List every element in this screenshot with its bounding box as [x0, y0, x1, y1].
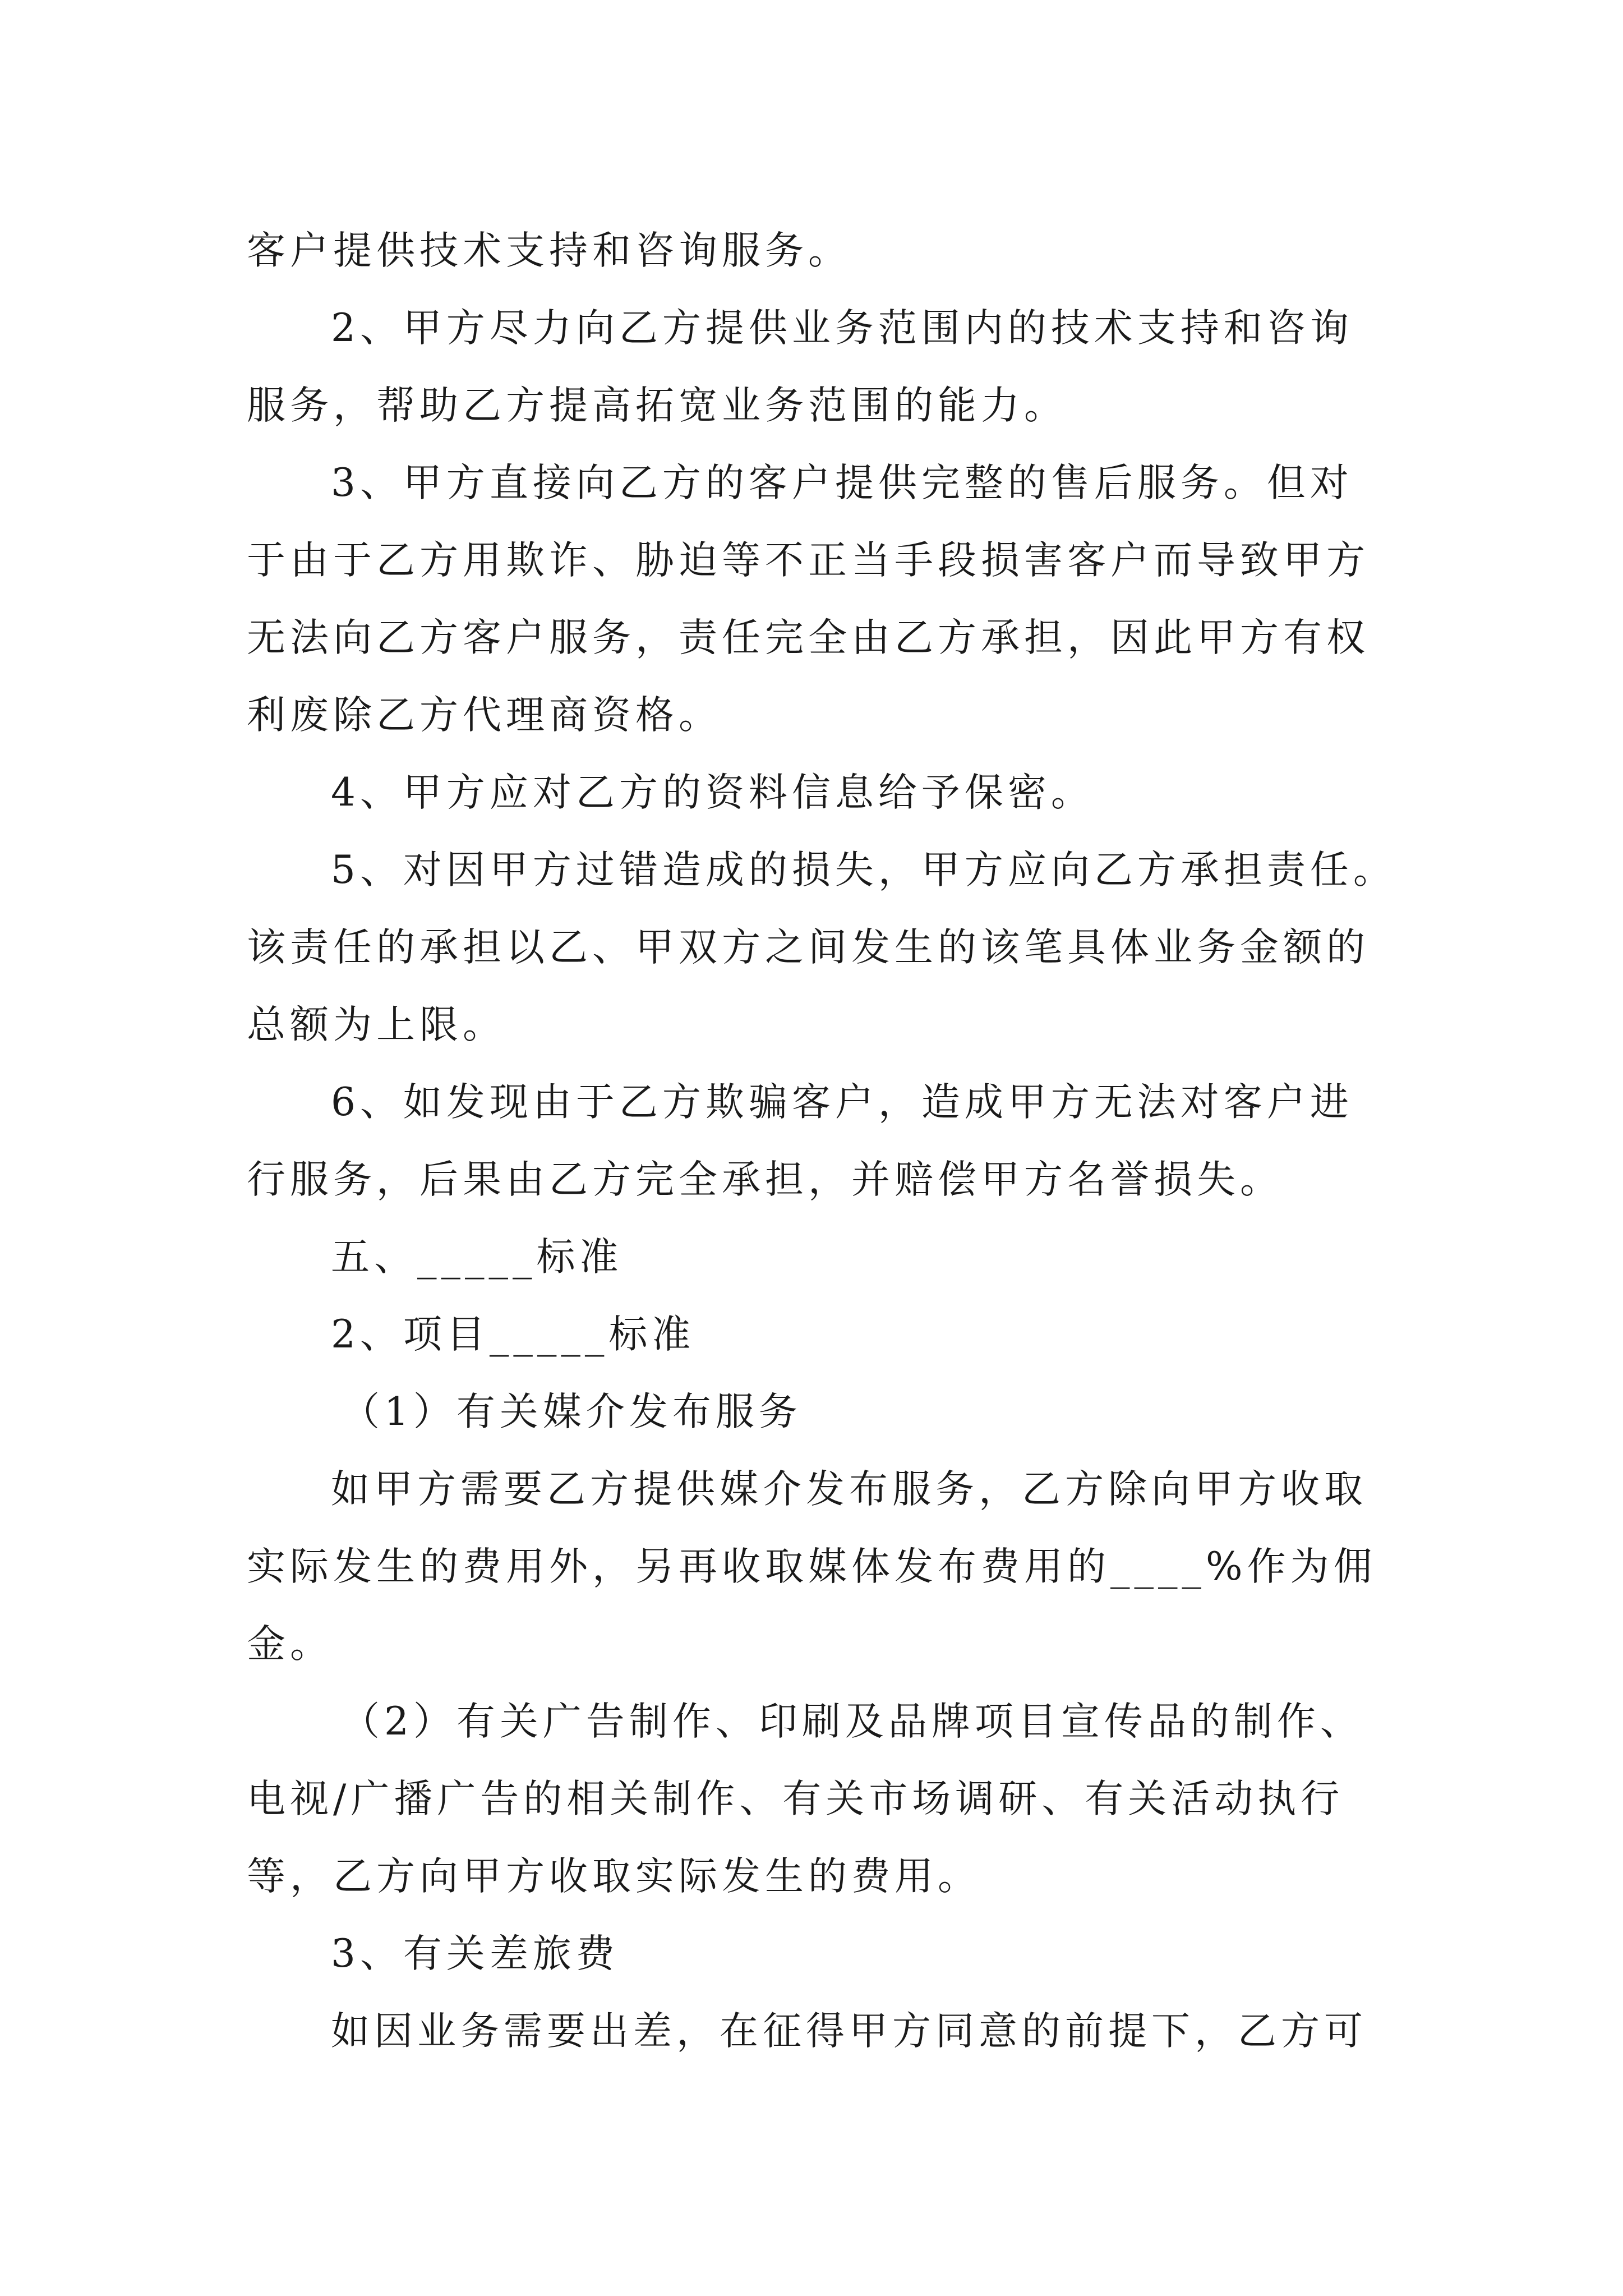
- subsection-heading: 3、有关差旅费: [331, 1931, 619, 1976]
- section-heading: 五、_____标准: [331, 1235, 623, 1280]
- text-line: 无法向乙方客户服务，责任完全由乙方承担，因此甲方有权: [247, 615, 1370, 660]
- subsection-heading: 2、项目_____标准: [331, 1312, 695, 1357]
- text-line: 行服务，后果由乙方完全承担，并赔偿甲方名誉损失。: [247, 1157, 1283, 1202]
- text-line: 如甲方需要乙方提供媒介发布服务，乙方除向甲方收取: [331, 1467, 1367, 1512]
- text-line: 利废除乙方代理商资格。: [247, 693, 722, 738]
- text-line: 3、甲方直接向乙方的客户提供完整的售后服务。但对: [331, 461, 1353, 505]
- item-heading: （2）有关广告制作、印刷及品牌项目宣传品的制作、: [341, 1699, 1363, 1744]
- text-line: 该责任的承担以乙、甲双方之间发生的该笔具体业务金额的: [247, 925, 1370, 970]
- text-line: 5、对因甲方过错造成的损失，甲方应向乙方承担责任。: [331, 848, 1396, 892]
- text-line: 电视/广播广告的相关制作、有关市场调研、有关活动执行: [247, 1777, 1344, 1821]
- text-line: 实际发生的费用外，另再收取媒体发布费用的____%作为佣: [247, 1544, 1377, 1589]
- item-heading: （1）有关媒介发布服务: [341, 1389, 802, 1434]
- document-body: [247, 212, 1396, 2070]
- text-line: 如因业务需要出差，在征得甲方同意的前提下，乙方可: [331, 2009, 1367, 2054]
- text-line: 金。: [247, 1622, 333, 1667]
- text-line: 4、甲方应对乙方的资料信息给予保密。: [331, 770, 1094, 815]
- text-line: 客户提供技术支持和咨询服务。: [247, 228, 851, 273]
- text-line: 等，乙方向甲方收取实际发生的费用。: [247, 1854, 981, 1899]
- text-line: 于由于乙方用欺诈、胁迫等不正当手段损害客户而导致甲方: [247, 538, 1370, 583]
- text-line: 6、如发现由于乙方欺骗客户，造成甲方无法对客户进: [331, 1080, 1353, 1125]
- text-line: 总额为上限。: [247, 1002, 506, 1047]
- text-line: 服务，帮助乙方提高拓宽业务范围的能力。: [247, 383, 1067, 428]
- text-line: 2、甲方尽力向乙方提供业务范围内的技术支持和咨询: [331, 306, 1353, 351]
